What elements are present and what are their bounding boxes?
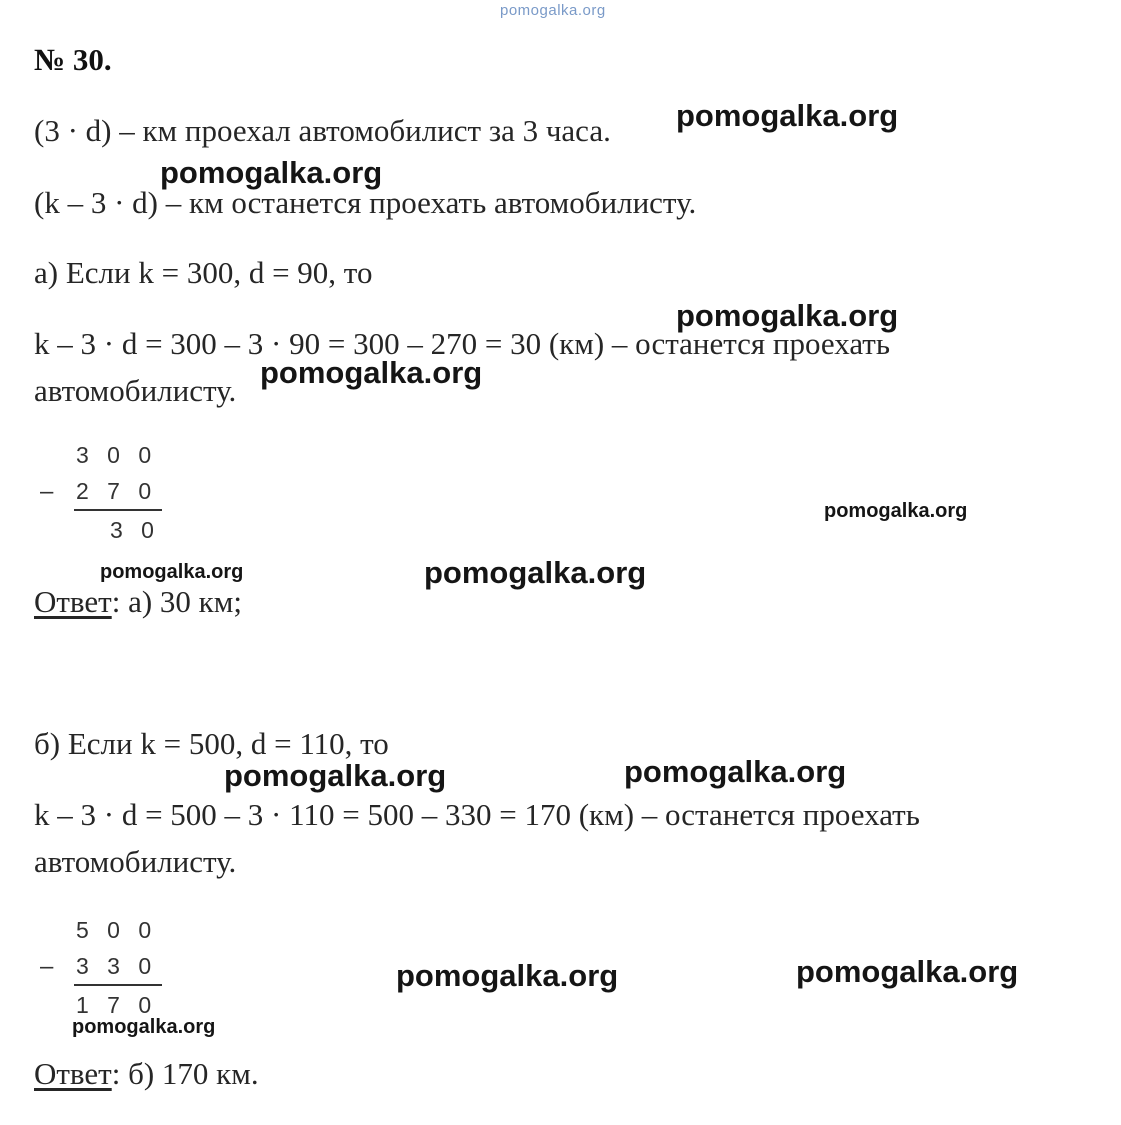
watermark: pomogalka.org (824, 500, 968, 522)
problem-line-1: (3 · d) – км проехал автомобилист за 3 часа. (34, 113, 611, 148)
header-watermark: pomogalka.org (500, 2, 606, 19)
watermark: pomogalka.org (224, 758, 447, 793)
answer-text: : а) 30 км; (111, 584, 242, 619)
answer-text: : б) 170 км. (111, 1056, 259, 1091)
answer-label: Ответ (34, 1056, 112, 1091)
part-b-condition: б) Если k = 500, d = 110, то (34, 726, 389, 761)
watermark: pomogalka.org (796, 954, 1019, 989)
part-b-column-subtraction (36, 915, 176, 1025)
column-rule (74, 509, 162, 511)
part-a-calc-line-2: автомобилисту. (34, 373, 237, 408)
part-b-calc-line-1: k – 3 · d = 500 – 3 · 110 = 500 – 330 = 170 (км) – останется проехать (34, 797, 920, 832)
watermark: pomogalka.org (676, 98, 899, 133)
part-a-calc-line-1: k – 3 · d = 300 – 3 · 90 = 300 – 270 = 30 (км) – останется проехать (34, 326, 890, 361)
column-result: 1 7 0 (76, 992, 158, 1018)
column-subtrahend: 3 3 0 (76, 953, 158, 979)
column-minuend: 5 0 0 (76, 917, 158, 943)
column-subtrahend: 2 7 0 (76, 478, 158, 504)
part-b-answer (34, 1056, 259, 1092)
watermark: pomogalka.org (424, 555, 647, 590)
watermark: pomogalka.org (100, 561, 244, 583)
problem-title: № 30. (34, 42, 112, 77)
column-minus-sign: – (40, 478, 54, 505)
part-a-column-subtraction (36, 440, 176, 550)
part-a-answer (34, 584, 242, 620)
watermark: pomogalka.org (260, 355, 483, 390)
problem-line-2: (k – 3 · d) – км останется проехать автомобилисту. (34, 185, 697, 220)
watermark: pomogalka.org (676, 298, 899, 333)
column-result: 3 0 (110, 517, 160, 543)
watermark: pomogalka.org (160, 155, 383, 190)
column-minus-sign: – (40, 953, 54, 980)
watermark: pomogalka.org (624, 754, 847, 789)
part-a-condition: а) Если k = 300, d = 90, то (34, 255, 373, 290)
watermark: pomogalka.org (396, 958, 619, 993)
part-b-calc-line-2: автомобилисту. (34, 844, 237, 879)
column-minuend: 3 0 0 (76, 442, 158, 468)
watermark: pomogalka.org (72, 1016, 216, 1038)
answer-label: Ответ (34, 584, 112, 619)
column-rule (74, 984, 162, 986)
